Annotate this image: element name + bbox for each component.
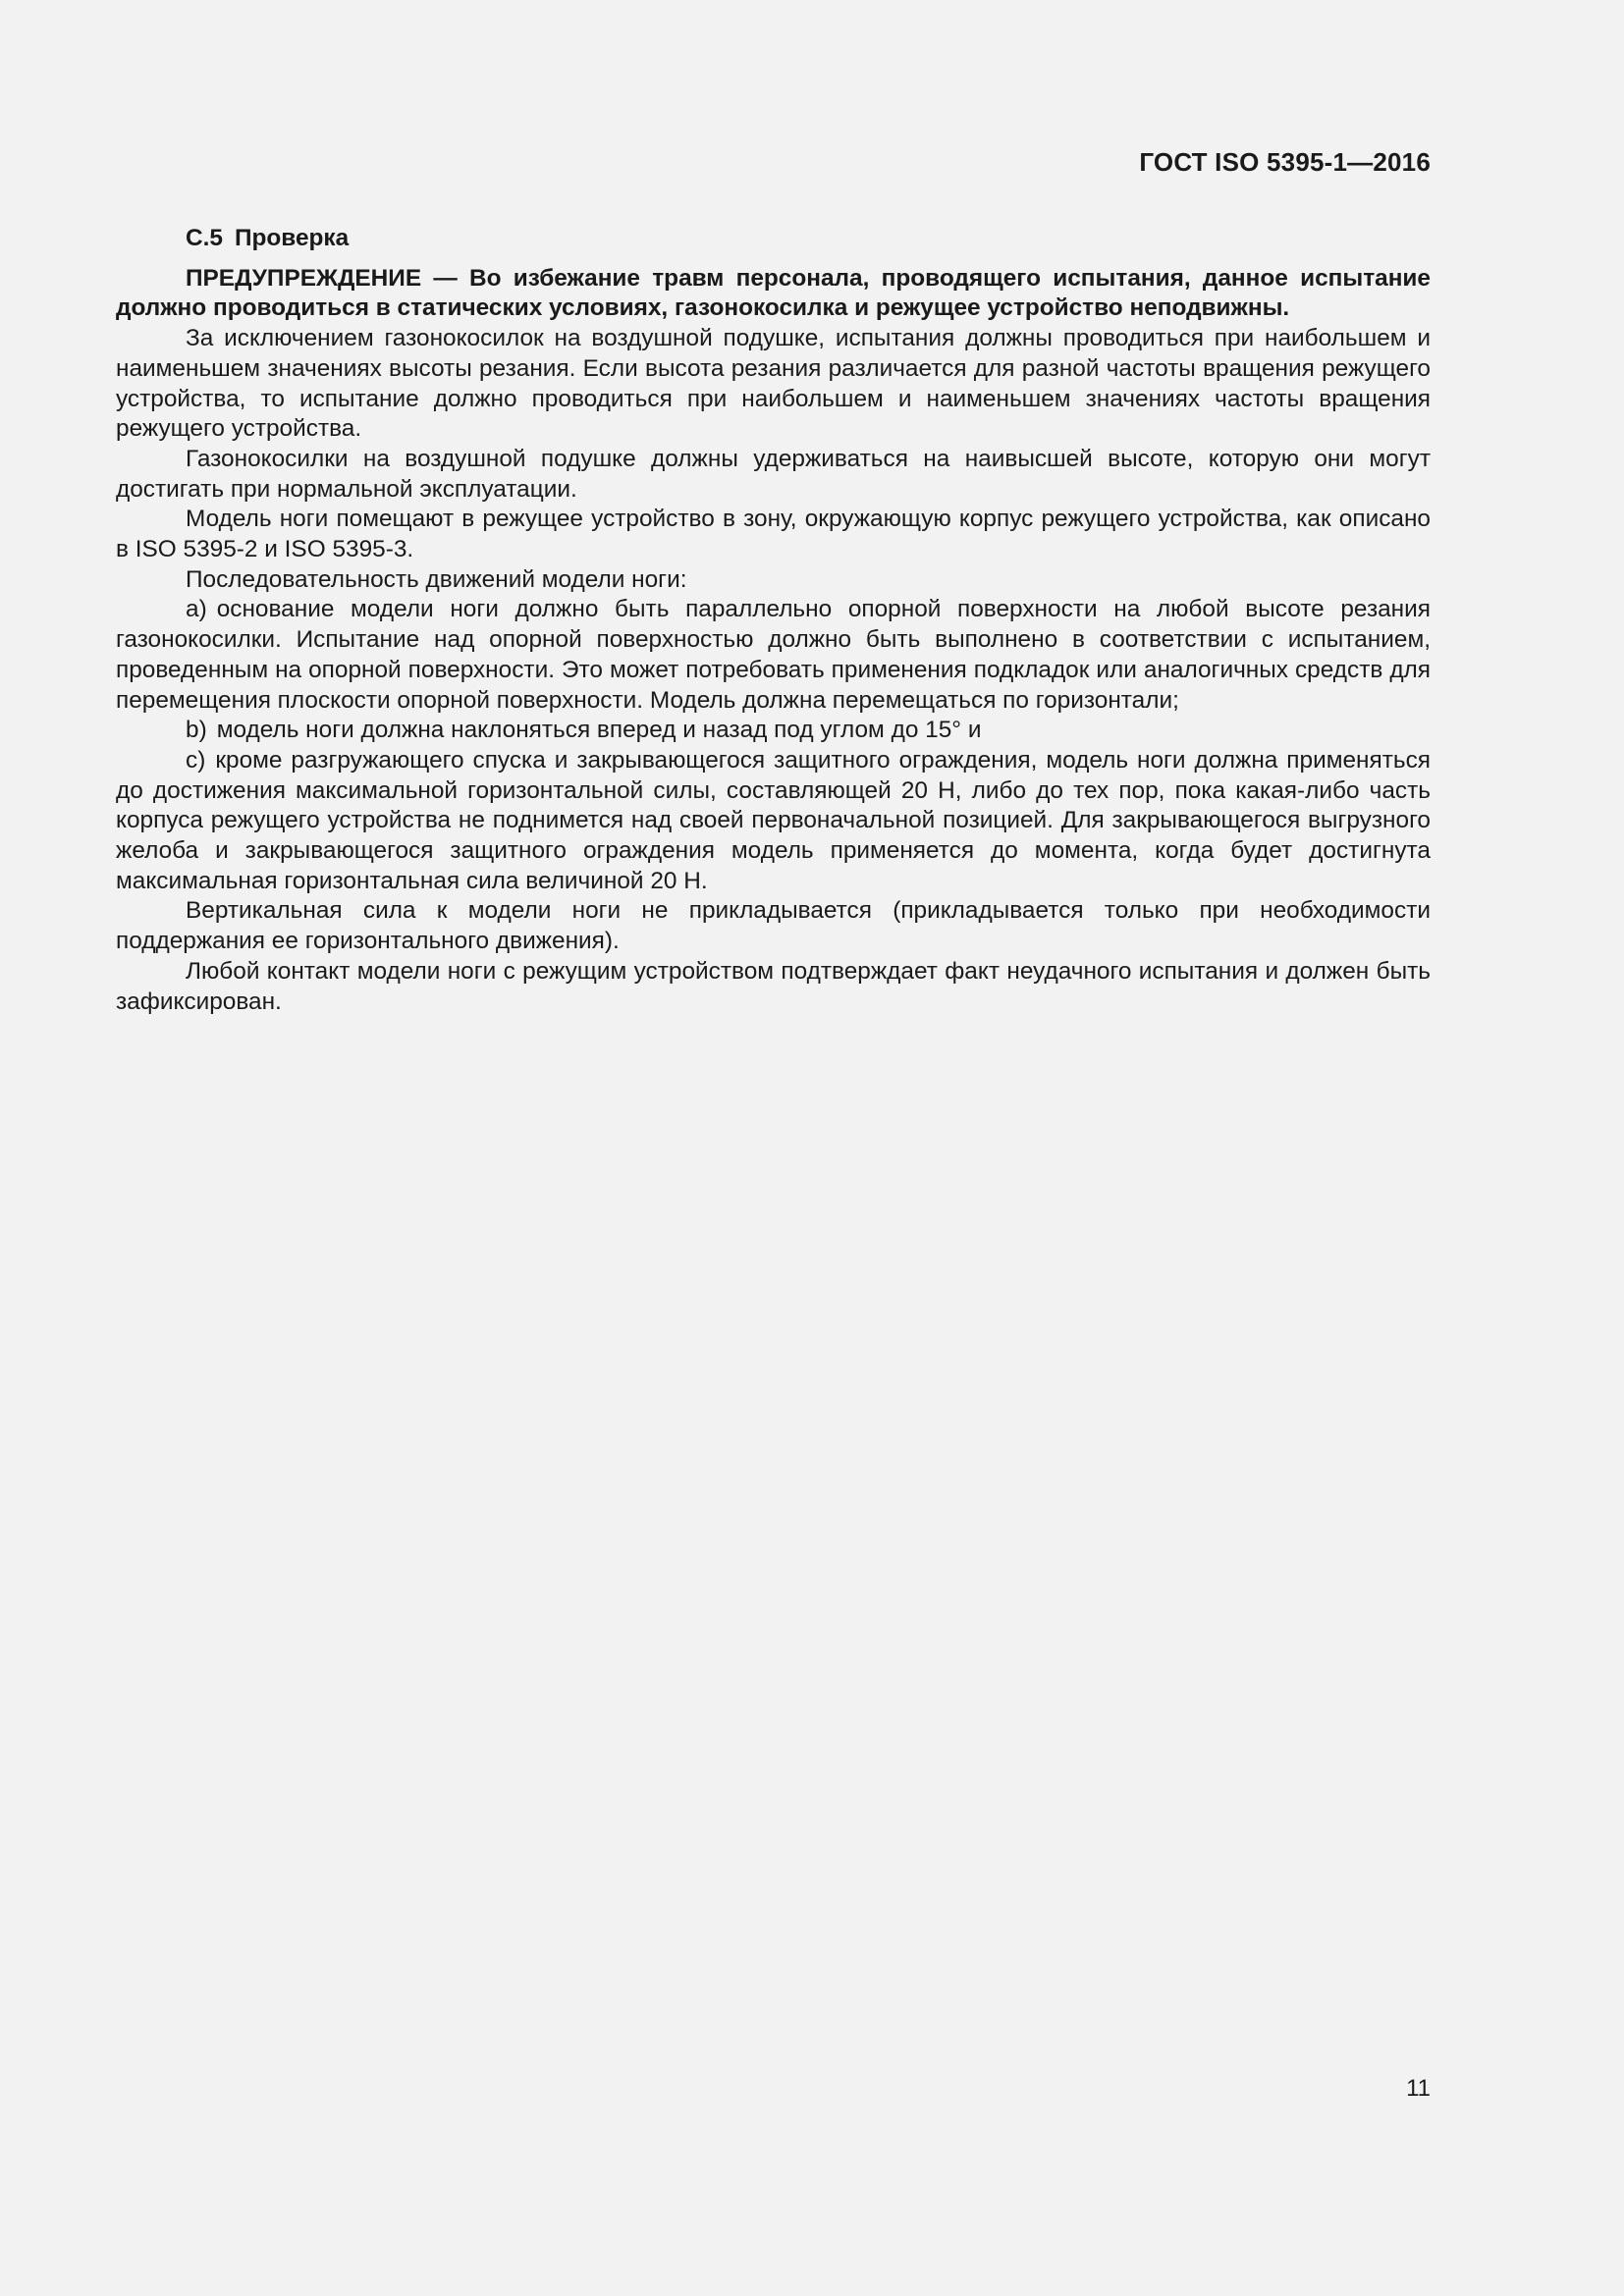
paragraph-cutting-height: За исключением газонокосилок на воздушной подушке, испытания должны проводиться при наибольшем и наименьшем значениях высоты резания. Если высота резания различается для разной частоты вращения режущего устройства, то испытание должно проводиться при наибольшем и наименьшем значениях частоты вращения режущего устройства. [116,325,1431,443]
list-item-a [116,595,1431,716]
section-number: C.5 [186,225,223,251]
list-item-c [116,746,1431,897]
paragraph-foot-probe-placement: Модель ноги помещают в режущее устройство в зону, окружающую корпус режущего устройства, как описано в ISO 5395-2 и ISO 5395-3. [116,506,1431,563]
page-number: 11 [1406,2075,1431,2102]
section-heading [116,224,1431,254]
list-item-b [116,716,1431,746]
warning-paragraph: ПРЕДУПРЕЖДЕНИЕ — Во избежание травм персонала, проводящего испытания, данное испытание должно проводиться в статических условиях, газонокосилка и режущее устройство неподвижны. [116,264,1431,322]
list-item-a-text: основание модели ноги должно быть параллельно опорной поверхности на любой высоте резания газонокосилки. Испытание над опорной поверхностью должно быть выполнено в соответствии с испытанием, проведенным на опорной поверхности. Это может потребовать применения подкладок или аналогичных средств для перемещения плоскости опорной поверхности. Модель должна перемещаться по горизонтали; [116,596,1431,714]
paragraph-vertical-force: Вертикальная сила к модели ноги не прикладывается (прикладывается только при необходимости поддержания ее горизонтального движения). [116,897,1431,955]
list-item-c-text: кроме разгружающего спуска и закрывающегося защитного ограждения, модель ноги должна применяться до достижения максимальной горизонтальной силы, составляющей 20 Н, либо до тех пор, пока какая-либо часть корпуса режущего устройства не поднимется над своей первоначальной позицией. Для закрывающегося выгрузного желоба и закрывающегося защитного ограждения модель применяется до момента, когда будет достигнута максимальная горизонтальная сила величиной 20 Н. [116,746,1431,894]
document-code-header: ГОСТ ISO 5395-1—2016 [1139,147,1431,177]
list-item-c-letter: c) [186,746,206,774]
list-item-b-text: модель ноги должна наклоняться вперед и назад под углом до 15° и [216,717,982,744]
list-item-a-letter: a) [186,596,207,623]
section-title: Проверка [234,225,350,251]
paragraph-contact-failure: Любой контакт модели ноги с режущим устройством подтверждает факт неудачного испытания и должен быть зафиксирован. [116,957,1431,1015]
page-content [116,224,1431,1017]
paragraph-sequence-intro: Последовательность движений модели ноги: [186,565,687,593]
paragraph-hover-mowers: Газонокосилки на воздушной подушке должны удерживаться на наивысшей высоте, которую они могут достигать при нормальной эксплуатации. [116,445,1431,503]
list-item-b-letter: b) [186,717,207,744]
